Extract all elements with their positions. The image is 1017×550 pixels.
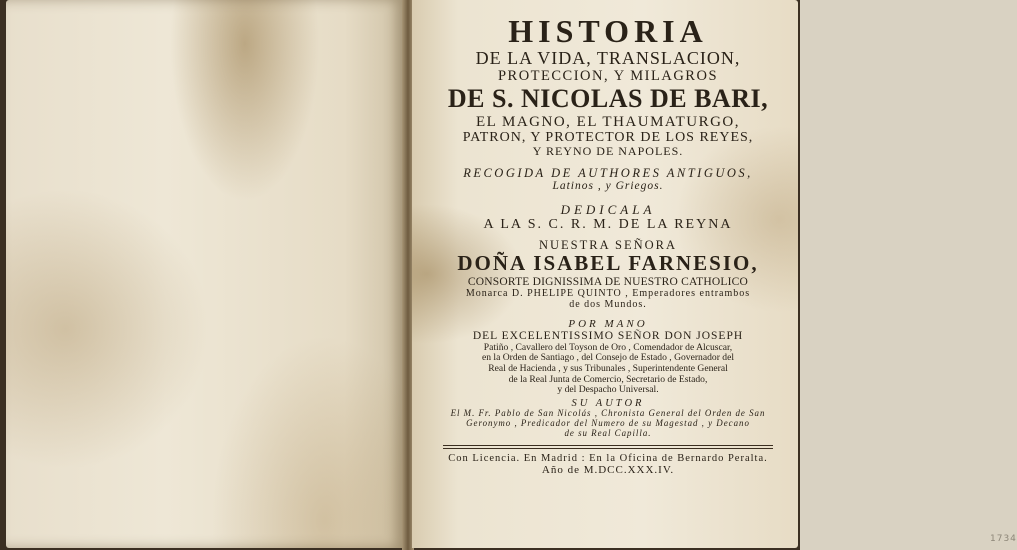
imprint-rule xyxy=(443,445,773,449)
consorte-line: CONSORTE DIGNISSIMA DE NUESTRO CATHOLICO xyxy=(467,275,749,288)
imprint-licencia: Con Licencia. En Madrid : En la Oficina de Bernardo Peralta. xyxy=(448,452,768,464)
patron-line: Real de Hacienda , y sus Tribunales , Superintendente General xyxy=(488,362,728,374)
title-line-6: Y REYNO DE NAPOLES. xyxy=(532,144,684,159)
left-blank-page xyxy=(6,0,404,548)
mundos-line: de dos Mundos. xyxy=(569,299,647,311)
title-line-5: PATRON, Y PROTECTOR DE LOS REYES, xyxy=(462,130,754,146)
title-historia: HISTORIA xyxy=(508,13,708,49)
por-mano-heading: POR MANO xyxy=(568,318,648,331)
su-autor-heading: SU AUTOR xyxy=(571,397,645,409)
author-line: El M. Fr. Pablo de San Nicolás , Chronista General del Orden de San xyxy=(450,408,766,419)
pencil-annotation: 1734 xyxy=(990,534,1017,544)
patron-line: de la Real Junta de Comercio, Secretario de Estado, xyxy=(508,373,708,385)
monarca-line: Monarca D. PHELIPE QUINTO , Emperadores entrambos xyxy=(465,288,751,300)
patron-line: Patiño , Cavallero del Toyson de Oro , Comendador de Alcuscar, xyxy=(483,341,733,353)
title-text-block xyxy=(428,14,788,476)
recogida-line-2: Latinos , y Griegos. xyxy=(552,180,664,193)
excelentissimo-line: DEL EXCELENTISSIMO SEÑOR DON JOSEPH xyxy=(472,330,744,343)
title-line-1: DE LA VIDA, TRANSLACION, xyxy=(475,48,741,69)
patron-line: en la Orden de Santiago , del Consejo de Estado , Governador del xyxy=(481,352,735,364)
queen-name: DOÑA ISABEL FARNESIO, xyxy=(457,251,759,276)
title-line-2: PROTECCION, Y MILAGROS xyxy=(497,67,719,84)
dedication-recipient: A LA S. C. R. M. DE LA REYNA xyxy=(483,217,733,233)
recogida-line-1: RECOGIDA DE AUTHORES ANTIGUOS, xyxy=(463,165,753,180)
title-saint-name: DE S. NICOLAS DE BARI, xyxy=(447,83,769,113)
author-line: Geronymo , Predicador del Numero de su Magestad , y Decano xyxy=(466,417,750,428)
title-line-4: EL MAGNO, EL THAUMATURGO, xyxy=(475,113,741,130)
patron-line: y del Despacho Universal. xyxy=(557,384,659,396)
nuestra-senora: NUESTRA SEÑORA xyxy=(538,237,678,252)
imprint-year: Año de M.DCC.XXX.IV. xyxy=(541,464,675,477)
dedicala-heading: DEDICALA xyxy=(560,201,656,217)
author-line: de su Real Capilla. xyxy=(564,427,652,438)
title-page xyxy=(412,0,1017,548)
